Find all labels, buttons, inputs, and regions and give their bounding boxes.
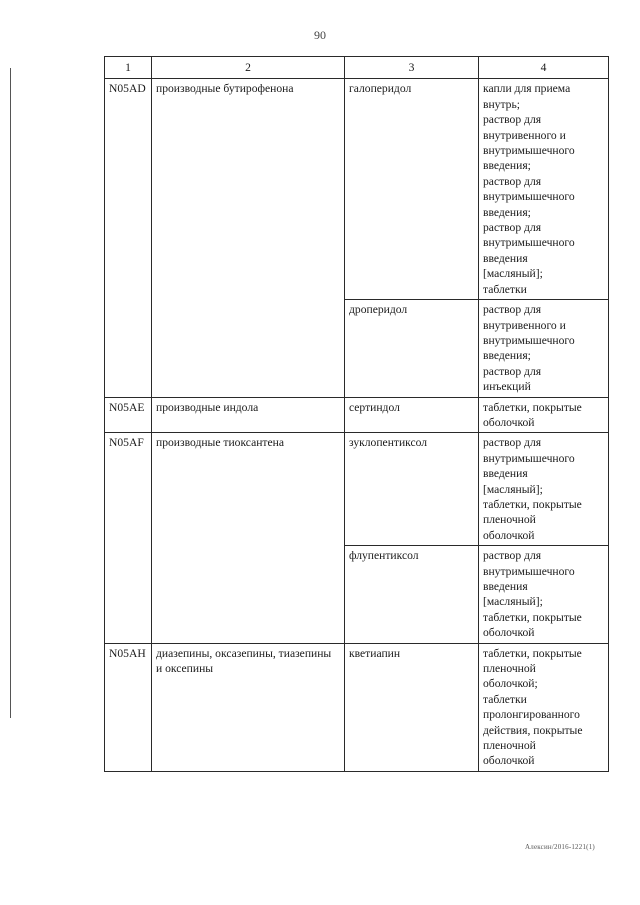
dosage-forms-cell xyxy=(479,433,609,546)
dosage-form-line: раствор для xyxy=(483,174,542,188)
group-name-cell: диазепины, оксазепины, тиазепины и оксепины xyxy=(152,643,345,771)
drug-name-cell: галоперидол xyxy=(345,79,479,300)
page-number: 90 xyxy=(314,28,326,42)
dosage-forms-cell xyxy=(479,643,609,771)
dosage-form-line: таблетки, покрытые xyxy=(483,497,582,511)
column-header-1: 1 xyxy=(105,57,152,79)
atc-code-cell: N05AH xyxy=(105,643,152,771)
dosage-form-line: пленочной xyxy=(483,513,536,527)
dosage-form-line: введения xyxy=(483,580,528,593)
dosage-form-line: таблетки, покрытые xyxy=(483,400,582,414)
dosage-form-line: внутримышечного xyxy=(483,333,575,347)
dosage-form-line: раствор для xyxy=(483,436,542,450)
drug-name-cell: зуклопентиксол xyxy=(345,433,479,546)
dosage-form-line: раствор для xyxy=(483,113,542,127)
margin-line xyxy=(10,68,11,718)
dosage-form-line: раствор для xyxy=(483,549,542,563)
column-header-2: 2 xyxy=(152,57,345,79)
drug-name-cell: дроперидол xyxy=(345,300,479,397)
atc-code-cell: N05AF xyxy=(105,433,152,643)
dosage-form-line: внутримышечного xyxy=(483,564,575,578)
dosage-form-line: внутримышечного xyxy=(483,451,575,465)
group-name-cell: производные тиоксантена xyxy=(152,433,345,643)
dosage-form-line: таблетки, покрытые xyxy=(483,646,582,660)
dosage-form-line: таблетки, покрытые xyxy=(483,610,582,624)
dosage-form-line: введения; xyxy=(483,159,531,173)
dosage-form-line: пролонгированного xyxy=(483,708,580,722)
dosage-form-line: оболочкой; xyxy=(483,677,538,691)
dosage-form-line: введения; xyxy=(483,349,531,363)
dosage-form-line: [масляный]; xyxy=(483,595,543,609)
dosage-form-line: таблетки xyxy=(483,692,527,706)
dosage-form-line: внутримышечного xyxy=(483,190,575,204)
dosage-form-line: внутривенного и xyxy=(483,318,566,332)
table-row xyxy=(105,79,609,300)
dosage-forms-cell xyxy=(479,79,609,300)
drug-table xyxy=(104,56,609,772)
dosage-form-line: инъекций xyxy=(483,380,531,394)
dosage-form-line: раствор для xyxy=(483,303,542,317)
dosage-form-line: оболочкой xyxy=(483,415,535,429)
drug-name-cell: сертиндол xyxy=(345,397,479,433)
dosage-form-line: оболочкой xyxy=(483,754,535,768)
document-footer-code: Алексин/2016-1221(1) xyxy=(525,843,595,851)
dosage-form-line: оболочкой xyxy=(483,626,535,640)
column-header-3: 3 xyxy=(345,57,479,79)
drug-name-cell: кветиапин xyxy=(345,643,479,771)
dosage-form-line: пленочной xyxy=(483,662,536,676)
table-row xyxy=(105,397,609,433)
drug-name-cell: флупентиксол xyxy=(345,546,479,643)
table-header-row xyxy=(105,57,609,79)
dosage-form-line: внутримышечного xyxy=(483,144,575,158)
dosage-form-line: введения; xyxy=(483,205,531,219)
dosage-form-line: [масляный]; xyxy=(483,482,543,496)
dosage-forms-cell xyxy=(479,300,609,397)
table-row xyxy=(105,433,609,546)
dosage-form-line: внутривенного и xyxy=(483,128,566,142)
dosage-form-line: раствор для xyxy=(483,221,542,235)
dosage-form-line: раствор для xyxy=(483,364,542,378)
column-header-4: 4 xyxy=(479,57,609,79)
dosage-forms-cell xyxy=(479,397,609,433)
dosage-form-line: внутримышечного xyxy=(483,236,575,250)
group-name-cell: производные бутирофенона xyxy=(152,79,345,397)
dosage-form-line: введения xyxy=(483,467,528,481)
dosage-form-line: таблетки xyxy=(483,282,527,296)
table-row xyxy=(105,643,609,771)
dosage-forms-cell xyxy=(479,546,609,643)
dosage-form-line: оболочкой xyxy=(483,528,535,542)
dosage-form-line: введения xyxy=(483,251,528,265)
group-name-cell: производные индола xyxy=(152,397,345,433)
dosage-form-line: действия, покрытые xyxy=(483,723,583,737)
dosage-form-line: [масляный]; xyxy=(483,267,543,281)
dosage-form-line: внутрь; xyxy=(483,97,520,111)
dosage-form-line: капли для приема xyxy=(483,82,571,96)
atc-code-cell: N05AD xyxy=(105,79,152,397)
table-body xyxy=(105,79,609,771)
atc-code-cell: N05AE xyxy=(105,397,152,433)
dosage-form-line: пленочной xyxy=(483,739,536,753)
